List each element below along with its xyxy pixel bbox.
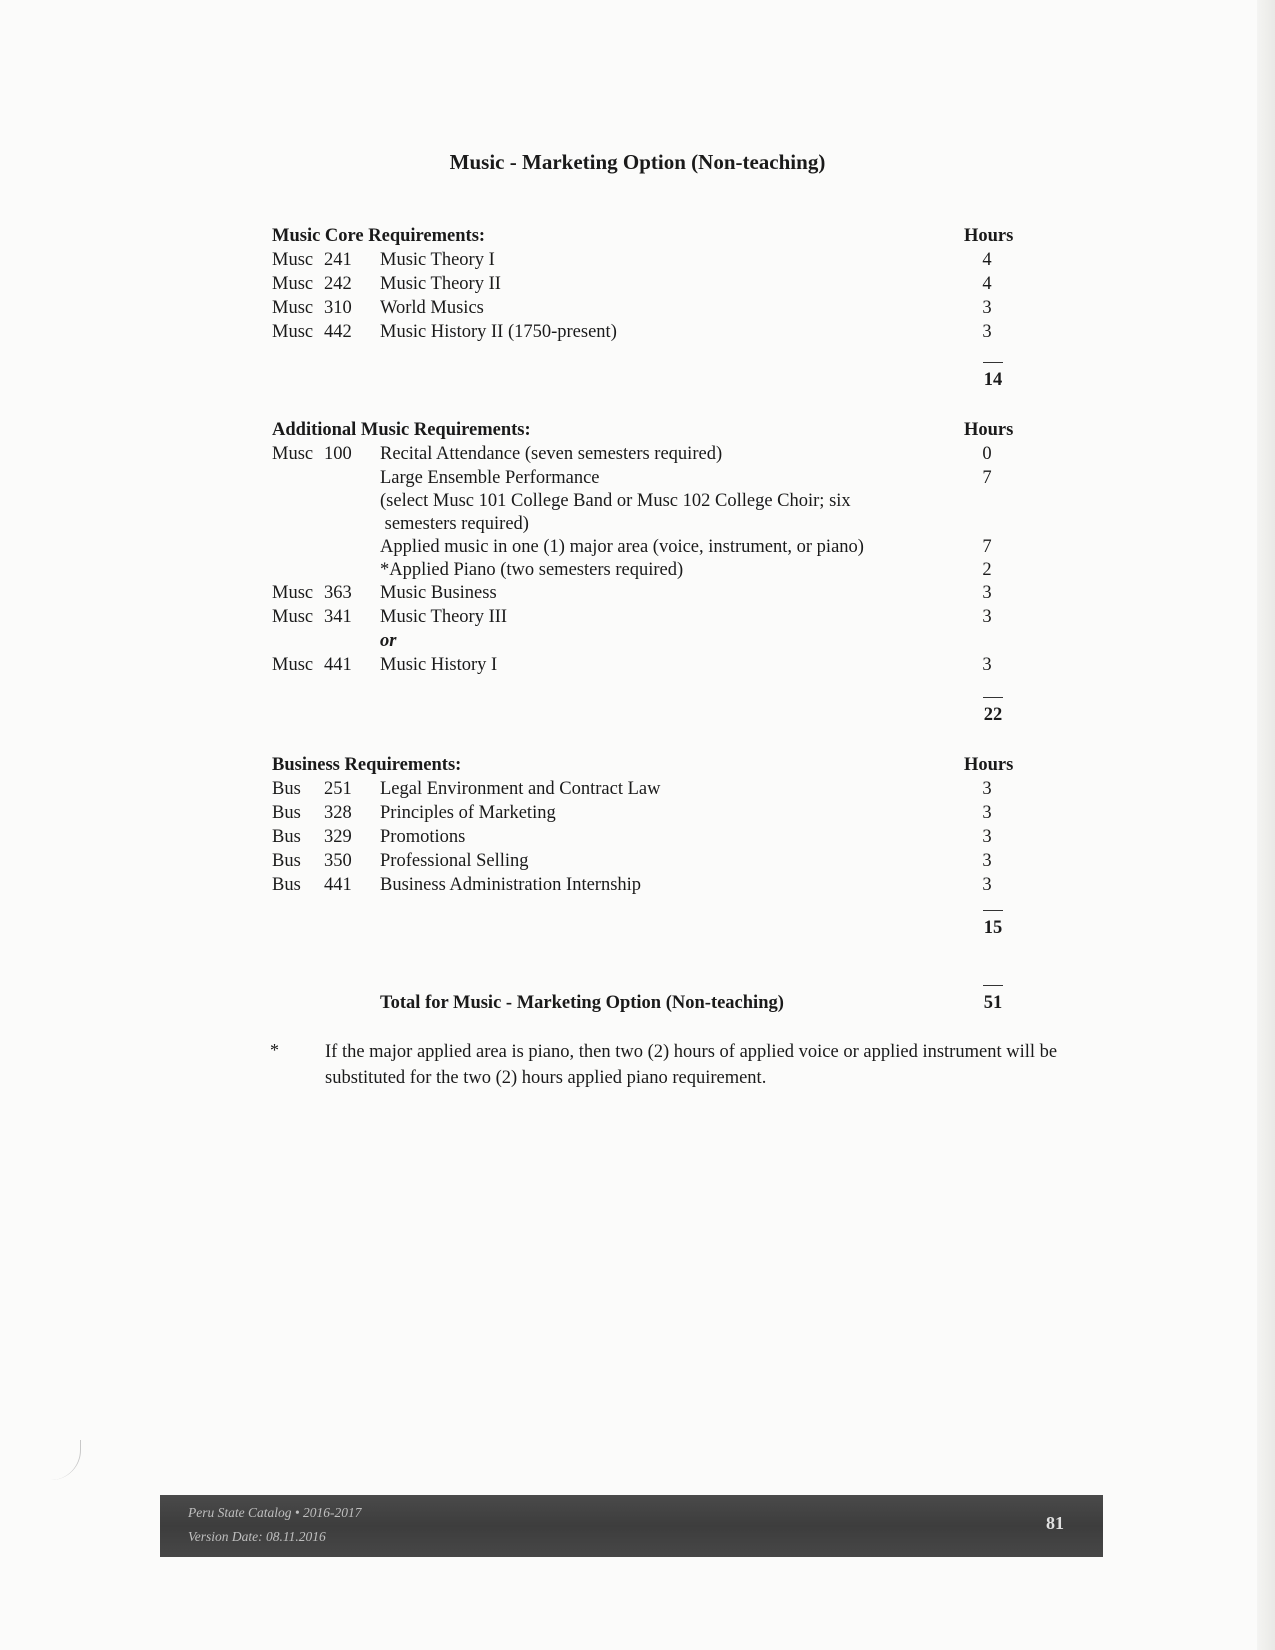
section-business [272, 753, 1022, 897]
course-row [272, 873, 1022, 897]
course-row [272, 320, 1022, 344]
course-row [272, 653, 1022, 677]
course-number: 242 [324, 274, 352, 294]
or-row [272, 629, 1022, 653]
course-number: 442 [324, 322, 352, 342]
course-title: Music Theory II [380, 274, 501, 294]
total-value: 51 [983, 993, 1003, 1013]
course-hours: 3 [982, 298, 992, 318]
course-hours: 7 [982, 468, 992, 488]
total-label: Total for Music - Marketing Option (Non-teaching) [380, 993, 784, 1013]
course-title: Music Business [380, 583, 497, 603]
course-dept: Musc [272, 655, 314, 675]
page-number: 81 [1046, 1513, 1064, 1533]
course-number: 100 [324, 444, 352, 464]
footnote-text: If the major applied area is piano, then two (2) hours of applied voice or applied instrument will be substituted for the two (2) hours applied piano requirement. [325, 1042, 1058, 1088]
course-dept: Musc [272, 444, 314, 464]
course-title: Music History I [380, 655, 498, 675]
course-hours: 3 [982, 655, 992, 675]
or-label: or [380, 631, 397, 651]
hours-header: Hours [964, 420, 1014, 440]
course-hours: 3 [982, 322, 992, 342]
course-number: 328 [324, 803, 352, 823]
course-row [272, 272, 1022, 296]
course-number: 310 [324, 298, 352, 318]
course-title: Recital Attendance (seven semesters required) [380, 444, 723, 464]
course-title: Legal Environment and Contract Law [380, 779, 661, 799]
course-number: 329 [324, 827, 352, 847]
subtotal-core: 14 [983, 370, 1003, 390]
course-title: Applied music in one (1) major area (voice, instrument, or piano) [380, 537, 864, 557]
course-row [272, 801, 1022, 825]
footer-version: Version Date: 08.11.2016 [188, 1529, 326, 1544]
course-title: Music History II (1750-present) [380, 322, 617, 342]
course-hours: 2 [982, 560, 992, 580]
course-number: 441 [324, 875, 352, 895]
course-row [272, 296, 1022, 320]
course-dept: Bus [272, 779, 301, 799]
section-header-row [272, 224, 1022, 248]
course-dept: Musc [272, 607, 314, 627]
hours-header: Hours [964, 755, 1014, 775]
section-header: Business Requirements: [272, 755, 462, 775]
course-title: Principles of Marketing [380, 803, 556, 823]
course-row [272, 849, 1022, 873]
course-row [272, 605, 1022, 629]
course-hours: 4 [982, 250, 992, 270]
section-header-row [272, 753, 1022, 777]
course-number: 241 [324, 250, 352, 270]
course-title: Large Ensemble Performance [380, 468, 600, 488]
course-row [272, 248, 1022, 272]
course-title: Professional Selling [380, 851, 529, 871]
course-dept: Bus [272, 875, 301, 895]
course-hours: 7 [982, 537, 992, 557]
course-hours: 3 [982, 803, 992, 823]
course-number: 350 [324, 851, 352, 871]
course-number: 251 [324, 779, 352, 799]
course-title: World Musics [380, 298, 484, 318]
course-hours: 3 [982, 875, 992, 895]
course-hours: 3 [982, 583, 992, 603]
course-title: Promotions [380, 827, 466, 847]
course-row [272, 489, 1022, 512]
course-dept: Bus [272, 851, 301, 871]
page-edge-shadow [1257, 0, 1275, 1650]
course-number: 341 [324, 607, 352, 627]
course-dept: Musc [272, 298, 314, 318]
course-title: Music Theory III [380, 607, 508, 627]
course-hours: 3 [982, 607, 992, 627]
course-title: Business Administration Internship [380, 875, 642, 895]
total-rule [983, 985, 1003, 986]
subtotal-additional: 22 [983, 705, 1003, 725]
subtotal-rule [983, 362, 1003, 363]
page-title: Music - Marketing Option (Non-teaching) [449, 150, 826, 174]
course-dept: Musc [272, 322, 314, 342]
course-dept: Bus [272, 827, 301, 847]
section-music-core [272, 224, 1022, 344]
course-dept: Musc [272, 583, 314, 603]
subtotal-rule [983, 910, 1003, 911]
course-hours: 3 [982, 851, 992, 871]
course-dept: Musc [272, 274, 314, 294]
section-header: Additional Music Requirements: [272, 420, 531, 440]
course-row [272, 825, 1022, 849]
section-header-row [272, 418, 1022, 442]
course-number: 363 [324, 583, 352, 603]
scan-mark [50, 1440, 81, 1480]
course-row [272, 466, 1022, 489]
course-hours: 3 [982, 827, 992, 847]
hours-header: Hours [964, 226, 1014, 246]
subtotal-rule [983, 697, 1003, 698]
course-note: semesters required) [380, 514, 529, 534]
course-number: 441 [324, 655, 352, 675]
course-title: Music Theory I [380, 250, 495, 270]
footer-catalog: Peru State Catalog • 2016-2017 [188, 1505, 362, 1520]
subtotal-business: 15 [983, 918, 1003, 938]
section-additional-music [272, 418, 1022, 677]
section-header: Music Core Requirements: [272, 226, 486, 246]
course-row [272, 442, 1022, 466]
course-row [272, 581, 1022, 605]
course-row [272, 777, 1022, 801]
course-hours: 0 [982, 444, 992, 464]
course-dept: Bus [272, 803, 301, 823]
course-hours: 4 [982, 274, 992, 294]
course-hours: 3 [982, 779, 992, 799]
course-row [272, 512, 1022, 535]
page-footer [160, 1495, 1103, 1557]
footnote-marker: * [270, 1040, 279, 1060]
course-title: *Applied Piano (two semesters required) [380, 560, 684, 580]
course-row [272, 558, 1022, 581]
course-row [272, 535, 1022, 558]
course-note: (select Musc 101 College Band or Musc 102 College Choir; six [380, 491, 851, 511]
course-dept: Musc [272, 250, 314, 270]
